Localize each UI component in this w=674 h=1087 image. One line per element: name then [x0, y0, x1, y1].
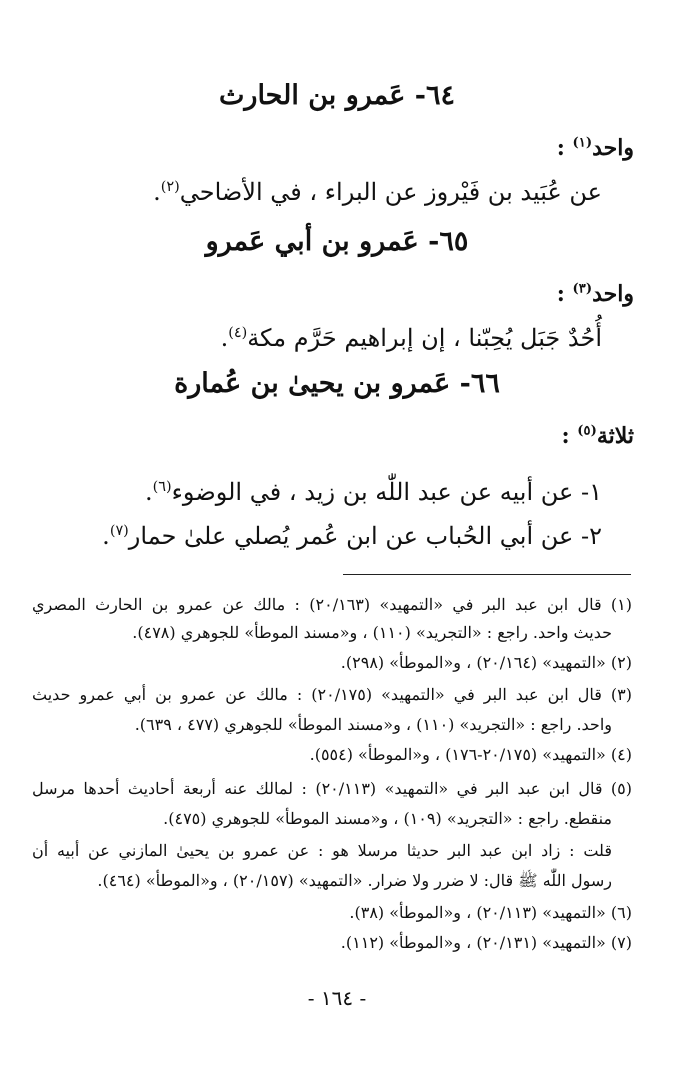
footnote-line: (٦) «التمهيد» (٢٠/١١٣) ، و«الموطأ» (٣٨).	[349, 903, 632, 922]
narration-text: ١- عن أبيه عن عبد اللّٰه بن زيد ، في الوضوء	[171, 478, 602, 506]
footnote-line: (٣) قال ابن عبد البر في «التمهيد» (٢٠/١٧٥) : مالك عن عمرو بن أبي عمرو حديث	[32, 685, 632, 704]
footnote-line: حديث واحد. راجع : «التجريد» (١١٠) ، و«مسند الموطأ» للجوهري (٤٧٨).	[132, 623, 612, 642]
footnote-line: منقطع. راجع : «التجريد» (١٠٩) ، و«مسند الموطأ» للجوهري (٤٧٥).	[163, 809, 612, 828]
period: .	[102, 522, 110, 550]
footnote-ref: (٣)	[572, 281, 593, 297]
narration-line	[102, 518, 602, 554]
narration-line	[145, 474, 602, 510]
footnote-line: قلت : زاد ابن عبد البر حديثا مرسلا هو : عن عمرو بن يحيىٰ المازني عن أبيه أن	[32, 841, 612, 860]
footnote-line: (٥) قال ابن عبد البر في «التمهيد» (٢٠/١١٣) : لمالك عنه أربعة أحاديث أحدها مرسل	[32, 779, 633, 798]
hadith-count-label	[561, 420, 634, 452]
footnote-ref: (٥)	[577, 423, 597, 439]
footnote-ref: (٤)	[228, 325, 248, 341]
footnote-line: (٤) «التمهيد» (٢٠/١٧٥-١٧٦) ، و«الموطأ» (٥٥٤).	[309, 745, 632, 764]
narration-text: عن عُبَيد بن فَيْروز عن البراء ، في الأضاحي	[179, 178, 602, 206]
period: .	[220, 324, 229, 352]
section-heading: ٦٥- عَمرو بن أبي عَمرو	[205, 226, 469, 257]
hadith-count-label	[557, 278, 634, 310]
footnote-line: (٧) «التمهيد» (٢٠/١٣١) ، و«الموطأ» (١١٢).	[340, 933, 632, 952]
section-heading: ٦٤- عَمرو بن الحارث	[219, 80, 455, 111]
narration-text: ٢- عن أبي الحُباب عن ابن عُمر يُصلي علىٰ حمار	[128, 522, 602, 550]
count-label-text: ثلاثة	[596, 423, 634, 449]
count-label-text: واحد	[592, 135, 634, 161]
period: .	[153, 178, 161, 206]
hadith-count-label	[557, 132, 634, 164]
narration-line	[153, 174, 602, 210]
count-label-text: واحد	[592, 281, 634, 307]
colon: :	[556, 281, 565, 307]
section-heading: ٦٦- عَمرو بن يحيىٰ بن عُمارة	[174, 368, 500, 399]
footnote-ref: (٢)	[160, 179, 180, 195]
footnote-line: (١) قال ابن عبد البر في «التمهيد» (٢٠/١٦٣) : مالك عن عمرو بن الحارث المصري	[32, 595, 633, 614]
colon: :	[561, 423, 570, 449]
period: .	[145, 478, 153, 506]
footnote-ref: (٦)	[152, 479, 172, 495]
colon: :	[556, 135, 565, 161]
footnote-line: (٢) «التمهيد» (٢٠/١٦٤) ، و«الموطأ» (٢٩٨).	[340, 653, 632, 672]
footnote-line: رسول اللّٰه ﷺ قال: لا ضرر ولا ضرار. «التمهيد» (٢٠/١٥٧) ، و«الموطأ» (٤٦٤).	[97, 871, 612, 890]
footnote-ref: (٧)	[109, 523, 129, 539]
narration-line	[221, 320, 602, 356]
footnote-separator	[343, 574, 631, 575]
page-number: - ١٦٤ -	[307, 986, 367, 1010]
footnote-ref: (١)	[572, 135, 593, 151]
footnote-line: واحد. راجع : «التجريد» (١١٠) ، و«مسند الموطأ» للجوهري (٤٧٧ ، ٦٣٩).	[134, 715, 612, 734]
narration-text: أُحُدٌ جَبَل يُحِبّنا ، إن إبراهيم حَرَّم مكة	[247, 324, 602, 352]
